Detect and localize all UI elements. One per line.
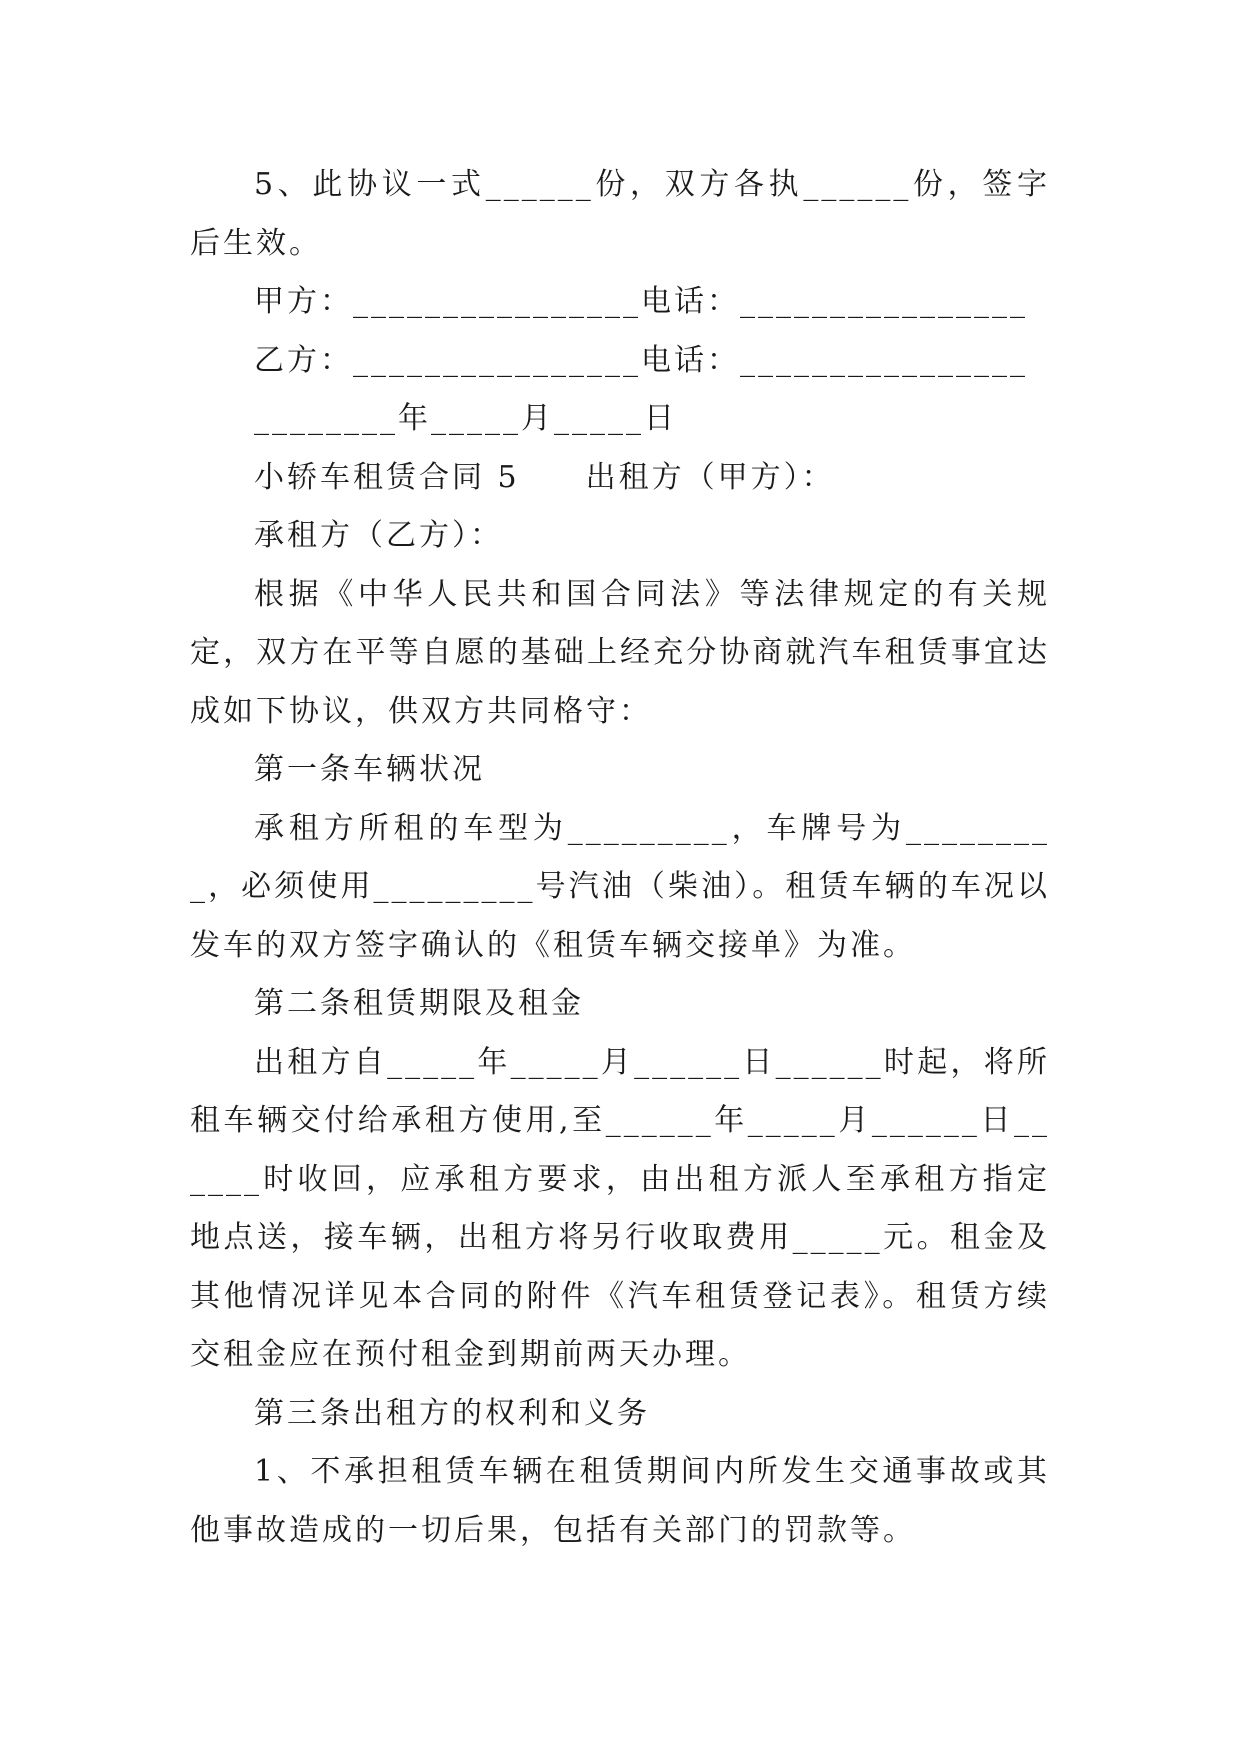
article-2-heading: 第二条租赁期限及租金: [254, 986, 584, 1021]
article-2-body: 出租方自_____年_____月______日______时起，将所租车辆交付给承租方使用,至______年_____月______日______时收回，应承租方要求，由出租方派人至承租方指定地点送，接车辆，出租方将另行收取费用_____元。租金及其他情况详见本合同的附件《汽车租赁登记表》。租赁方续交租金应在预付租金到期前两天办理。: [190, 1044, 1050, 1372]
document-body: [190, 156, 1050, 1560]
paragraph-party-b-signature: 乙方：________________电话：________________: [254, 342, 1028, 378]
article-3-heading: 第三条出租方的权利和义务: [254, 1395, 650, 1431]
article-1-body: 承租方所租的车型为_________，车牌号为_________，必须使用_________号汽油（柴油）。租赁车辆的车况以发车的双方签字确认的《租赁车辆交接单》为准。: [190, 810, 1050, 963]
article-1-heading: 第一条车辆状况: [254, 752, 485, 787]
paragraph-party-a-signature: 甲方：________________电话：________________: [254, 284, 1028, 319]
paragraph-lessee: 承租方（乙方）：: [254, 518, 503, 553]
paragraph-signing-date: ________年_____月_____日: [254, 401, 677, 436]
paragraph-preamble: 根据《中华人民共和国合同法》等法律规定的有关规定，双方在平等自愿的基础上经充分协商就汽车租赁事宜达成如下协议，供双方共同格守：: [190, 576, 1050, 729]
contract-title-lessor: 小轿车租赁合同 5 出租方（甲方）：: [254, 459, 835, 495]
paragraph-copies-clause: 5、此协议一式______份，双方各执______份，签字后生效。: [190, 167, 1050, 261]
article-3-item-1: 1、不承担租赁车辆在租赁期间内所发生交通事故或其他事故造成的一切后果，包括有关部门的罚款等。: [190, 1454, 1050, 1548]
